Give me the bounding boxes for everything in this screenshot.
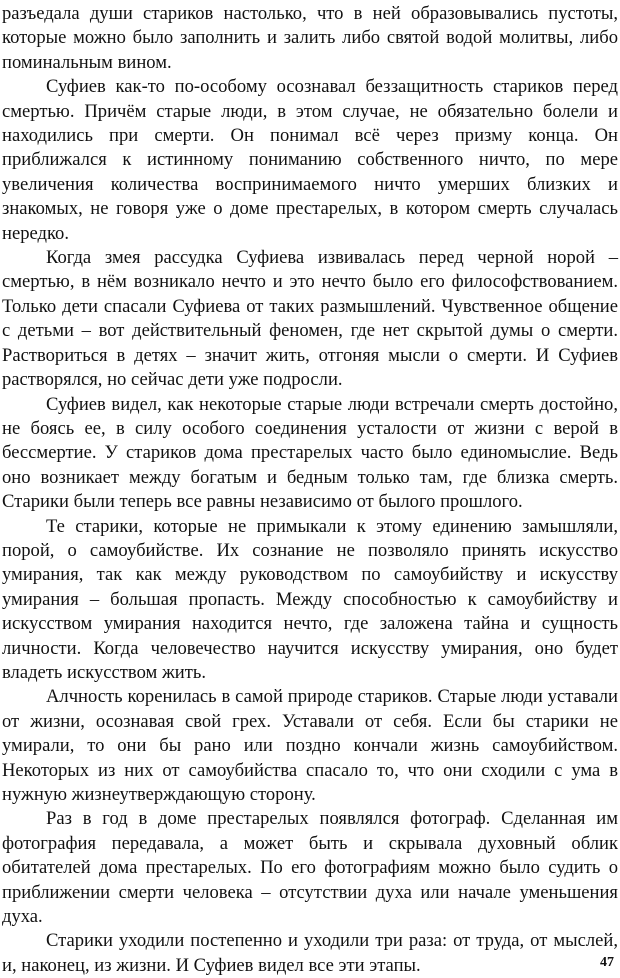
paragraph: Когда змея рассудка Суфиева извивалась перед черной норой – смертью, в нём возникало нечто и это нечто было его философствованием. Только дети спасали Суфиева от таких размышлений. Чувственное общение с детьми – вот действительный феномен, где нет скрытой думы о смерти. Раствориться в детях – значит жить, отгоняя мысли о смерти. И Суфиев растворялся, но сейчас дети уже подросли.: [2, 247, 618, 391]
paragraph-continuation: разъедала души стариков настолько, что в ней образовывались пустоты, которые можно было заполнить и залить либо святой водой молитвы, либо поминальным вином.: [2, 3, 618, 73]
paragraph: Суфиев видел, как некоторые старые люди встречали смерть достойно, не боясь ее, в силу особого соединения усталости от жизни с верой в бессмертие. У стариков дома престарелых часто было единомыслие. Ведь оно возникает между богатым и бедным только там, где близка смерть. Старики были теперь все равны независимо от былого прошлого.: [2, 393, 618, 513]
paragraph: Те старики, которые не примыкали к этому единению замышляли, порой, о самоубийстве. Их сознание не позволяло принять искусство умирания, так как между руководством по самоубийству и искусству умирания – большая пропасть. Между способностью к самоубийству и искусством умирания находится нечто, где заложена тайна и сущность личности. Когда человечество научится искусству умирания, оно будет владеть искусством жить.: [2, 515, 618, 683]
page-number: 47: [600, 955, 614, 970]
paragraph: Раз в год в доме престарелых появлялся фотограф. Сделанная им фотография передавала, а может быть и скрывала духовный облик обитателей дома престарелых. По его фотографиям можно было судить о приближении смерти человека – отсутствии духа или начале уменьшения духа.: [2, 808, 618, 928]
page-text-body: [2, 2, 618, 978]
paragraph: Старики уходили постепенно и уходили три раза: от труда, от мыслей, и, наконец, из жизни. И Суфиев видел все эти этапы.: [2, 930, 618, 976]
paragraph: Суфиев как-то по-особому осознавал беззащитность стариков перед смертью. Причём старые люди, в этом случае, не обязательно болели и находились при смерти. Он понимал всё через призму конца. Он приближался к истинному пониманию собственного ничто, по мере увеличения количества воспринимаемого ничто умерших близких и знакомых, не говоря уже о доме престарелых, в котором смерть случалась нередко.: [2, 76, 618, 244]
paragraph: Алчность коренилась в самой природе стариков. Старые люди уставали от жизни, осознавая свой грех. Уставали от себя. Если бы старики не умирали, то они бы рано или поздно кончали жизнь самоубийством. Некоторых из них от самоубийства спасало то, что они сходили с ума в нужную жизнеутверждающую сторону.: [2, 686, 618, 805]
